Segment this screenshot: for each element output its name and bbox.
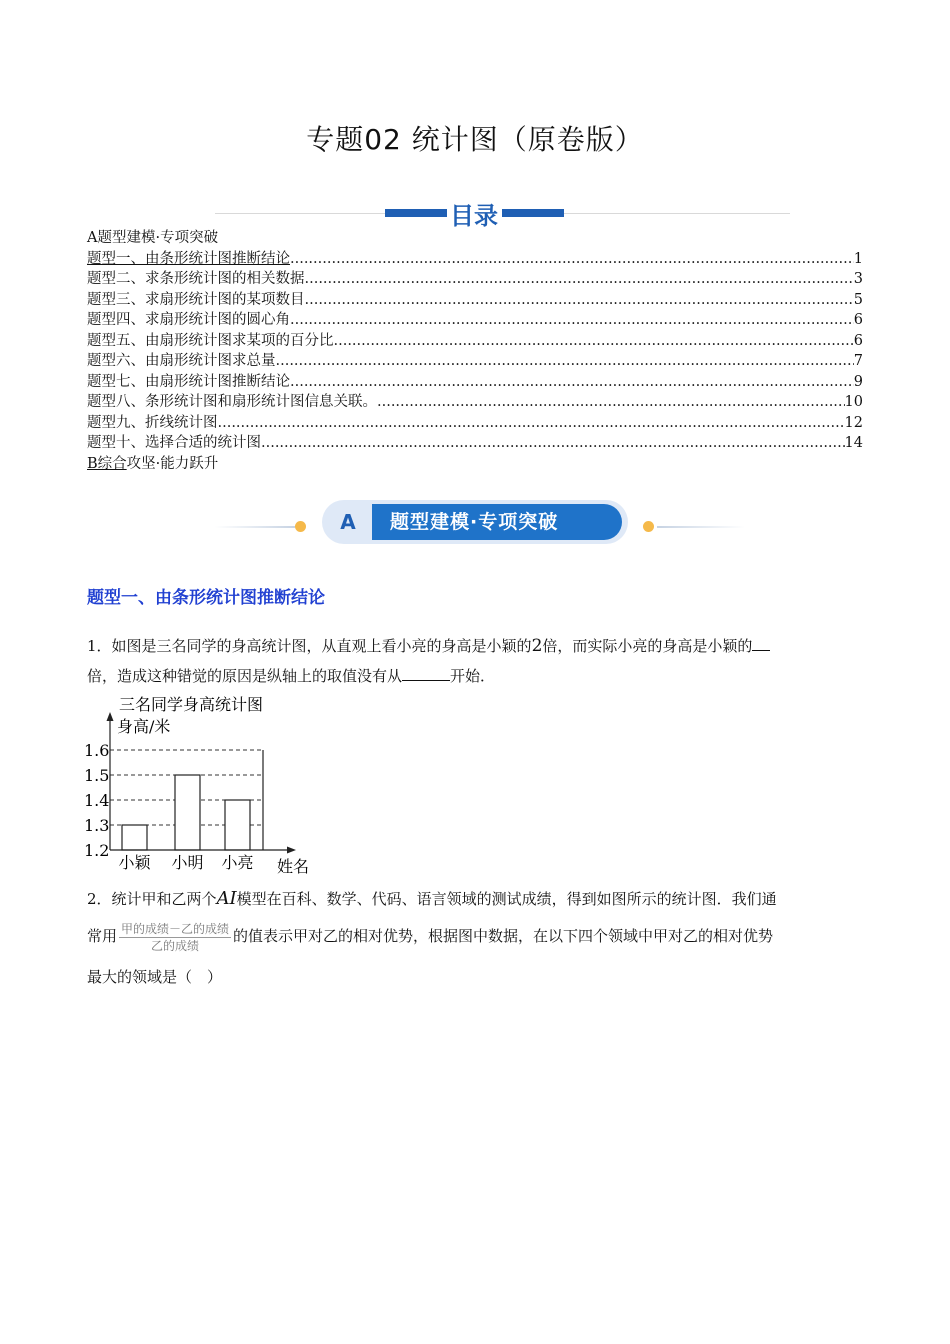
q1-blank-2[interactable] (402, 664, 450, 681)
toc-divider-left (215, 213, 385, 214)
toc-divider-right (564, 213, 790, 214)
q2-fraction-denominator: 乙的成绩 (151, 938, 200, 953)
toc-part-a[interactable]: A题型建模·专项突破 (87, 230, 219, 246)
question-2 (87, 884, 863, 992)
toc-leader-dots (290, 310, 854, 331)
toc-bar-right (502, 209, 564, 217)
toc-bar-left (385, 209, 447, 217)
toc-item-page: 5 (853, 291, 863, 308)
toc-leader-dots (276, 351, 854, 372)
toc-item-label[interactable]: 题型四、求扇形统计图的圆心角 (87, 312, 290, 328)
toc-leader-dots (334, 331, 854, 352)
banner-dot-right (643, 521, 654, 532)
toc-item-label[interactable]: 题型一、由条形统计图推断结论 (87, 250, 290, 267)
chart-bars (122, 775, 250, 850)
toc-item-page: 9 (853, 373, 863, 390)
chart-bar (225, 800, 250, 850)
chart-y-tick-label: 1.5 (84, 766, 110, 785)
section-banner (215, 500, 745, 548)
toc-item-label[interactable]: 题型十、选择合适的统计图 (87, 435, 261, 451)
toc-item[interactable] (87, 413, 863, 434)
chart-y-tick-label: 1.2 (84, 841, 110, 860)
q2-number: 2． (87, 890, 112, 908)
toc-leader-dots (218, 413, 845, 434)
toc-item[interactable] (87, 433, 863, 454)
toc-leader-dots (377, 392, 845, 413)
toc-item-label[interactable]: 题型五、由扇形统计图求某项的百分比 (87, 332, 334, 349)
banner-dot-left (295, 521, 306, 532)
toc-part-b[interactable]: B综合 攻坚·能力跃升 (87, 454, 863, 475)
toc-item-page: 12 (844, 414, 863, 431)
toc-item-page: 6 (853, 332, 863, 349)
toc-item[interactable] (87, 269, 863, 290)
toc-item-page: 10 (844, 394, 863, 410)
toc-item-label[interactable]: 题型三、求扇形统计图的某项数目 (87, 291, 305, 308)
toc-item-label[interactable]: 题型二、求条形统计图的相关数据 (87, 271, 305, 287)
toc-item-page: 14 (844, 435, 863, 451)
q2-text-d: 的值表示甲对乙的相对优势，根据图中数据，在以下四个领域中甲对乙的相对优势 (233, 927, 774, 945)
chart-y-label: 身高/米 (117, 717, 171, 736)
toc-item-page: 1 (853, 250, 863, 267)
chart-bar (175, 775, 200, 850)
chart-y-tick-label: 1.4 (84, 791, 110, 810)
chart-x-ticks (118, 853, 253, 872)
toc-item[interactable] (87, 372, 863, 393)
toc-item-page: 6 (853, 312, 863, 328)
height-bar-chart (82, 690, 332, 876)
toc-item-page: 3 (853, 271, 863, 287)
chart-y-arrow (107, 712, 114, 721)
q2-text-e: 最大的领域是（ ） (87, 968, 223, 986)
toc-title: 目录 (450, 202, 498, 230)
chart-x-tick-label: 小明 (171, 853, 204, 872)
banner-line-left (215, 526, 295, 528)
q1-text-a: 如图是三名同学的身高统计图，从直观上看小亮的身高是小颖的 (111, 637, 532, 655)
toc-leader-dots (290, 372, 854, 393)
table-of-contents (87, 228, 863, 474)
chart-y-ticks (84, 741, 109, 860)
q2-text-b: 模型在百科、数学、代码、语言领域的测试成绩，得到如图所示的统计图．我们通 (236, 890, 777, 908)
toc-leader-dots (261, 433, 845, 454)
chart-y-tick-label: 1.6 (84, 741, 110, 760)
toc-item-label[interactable]: 题型六、由扇形统计图求总量 (87, 353, 276, 369)
toc-item-label[interactable]: 题型八、条形统计图和扇形统计图信息关联。 (87, 394, 377, 410)
toc-item[interactable] (87, 331, 863, 352)
chart-x-tick-label: 小亮 (221, 853, 254, 872)
chart-x-tick-label: 小颖 (118, 853, 151, 872)
q1-number: 1． (87, 637, 112, 655)
q2-text-a: 统计甲和乙两个 (111, 890, 217, 908)
toc-item[interactable] (87, 290, 863, 311)
toc-item[interactable] (87, 310, 863, 331)
toc-item-label[interactable]: 题型九、折线统计图 (87, 414, 218, 431)
q1-text-b: 倍，而实际小亮的身高是小颖的 (542, 637, 753, 655)
question-1 (87, 631, 863, 691)
q1-blank-1[interactable] (752, 634, 770, 651)
chart-y-tick-label: 1.3 (84, 816, 110, 835)
chart-title: 三名同学身高统计图 (119, 695, 264, 714)
toc-header (215, 196, 790, 230)
q1-ratio: 2 (531, 636, 543, 656)
toc-item-label[interactable]: 题型七、由扇形统计图推断结论 (87, 373, 290, 390)
toc-leader-dots (305, 269, 854, 290)
chart-x-label: 姓名 (277, 857, 310, 876)
chart-x-arrow (287, 847, 296, 854)
q2-fraction (119, 921, 231, 954)
toc-item[interactable] (87, 249, 863, 270)
section-title: 题型一、由条形统计图推断结论 (87, 588, 325, 608)
banner-text: 题型建模·专项突破 (372, 504, 622, 540)
toc-item-page: 7 (853, 353, 863, 369)
banner-line-right (657, 526, 745, 528)
toc-leader-dots (290, 249, 854, 270)
toc-item[interactable] (87, 351, 863, 372)
q1-text-c: 倍，造成这种错觉的原因是纵轴上的取值没有从 (87, 667, 403, 685)
q2-text-c: 常用 (87, 927, 118, 945)
page-title: 专题02 统计图（原卷版） (306, 123, 644, 156)
q2-ai: AI (216, 888, 237, 909)
banner-letter: A (340, 510, 356, 534)
banner-pill (322, 500, 628, 544)
q2-fraction-numerator: 甲的成绩－乙的成绩 (121, 921, 230, 936)
toc-leader-dots (305, 290, 854, 311)
toc-item[interactable] (87, 392, 863, 413)
toc-part-b-link[interactable]: B综合 (87, 455, 127, 472)
q1-text-d: 开始． (450, 667, 496, 685)
chart-bar (122, 825, 147, 850)
